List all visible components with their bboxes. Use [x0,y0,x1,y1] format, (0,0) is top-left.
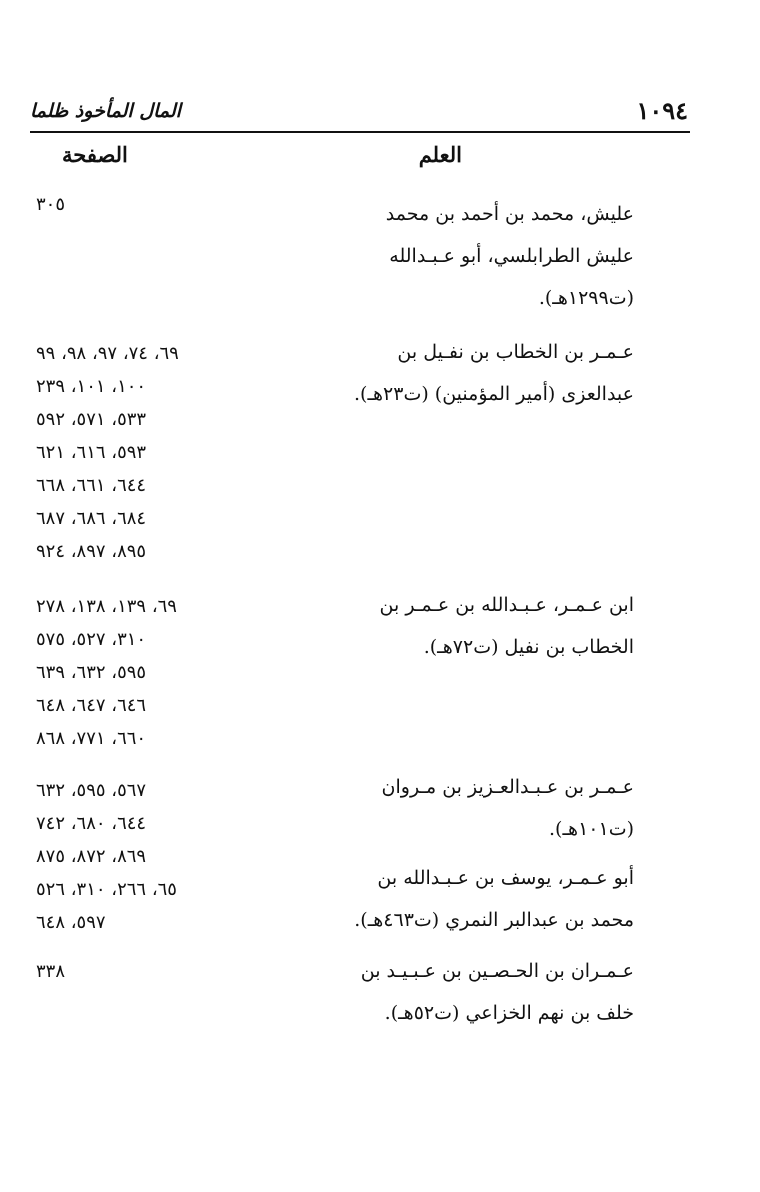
page-line: ٦٦٠، ٧٧١، ٨٦٨ [36,728,147,749]
entry-pages [36,337,216,568]
page-line: ٥٩٧، ٦٤٨ [36,912,106,933]
entry-name: عـمـران بن الحـصـين بن عـبـيـد بن خلف بن نهم الخزاعي (ت٥٢هـ). [360,960,634,1024]
page-line: ٦٩، ١٣٩، ١٣٨، ٢٧٨ [36,596,177,617]
page-line: ٣٣٨ [36,961,66,982]
entry-name: عـمـر بن عـبـدالعـزيز بن مـروان (ت١٠١هـ). [381,776,634,840]
page-line: ٦٥، ٢٦٦، ٣١٠، ٥٢٦ [36,879,177,900]
page-line: ٥٦٧، ٥٩٥، ٦٣٢ [36,780,147,801]
page-header [30,96,688,128]
entry-pages [36,774,216,939]
page-line: ٦٩، ٧٤، ٩٧، ٩٨، ٩٩ [36,343,179,364]
entry-name: عليش، محمد بن أحمد بن محمد عليش الطرابلسي، أبو عـبـدالله (ت١٢٩٩هـ). [385,203,634,309]
running-title: المال المأخوذ ظلما [30,100,181,122]
pages-column-heading: الصفحة [62,142,128,167]
page-line: ٨٦٩، ٨٧٢، ٨٧٥ [36,846,147,867]
entry-pages [36,188,216,221]
page-line: ٥٩٥، ٦٣٢، ٦٣٩ [36,662,147,683]
entry-name: عـمـر بن الخطاب بن نفـيل بن عبدالعزى (أمير المؤمنين) (ت٢٣هـ). [354,341,634,405]
page-line: ٦٨٤، ٦٨٦، ٦٨٧ [36,508,147,529]
page-line: ٨٩٥، ٨٩٧، ٩٢٤ [36,541,147,562]
entry-name: ابن عـمـر، عـبـدالله بن عـمـر بن الخطاب بن نفيل (ت٧٢هـ). [379,594,634,658]
page-line: ٣١٠، ٥٢٧، ٥٧٥ [36,629,147,650]
header-rule [30,131,690,133]
page-line: ٦٤٤، ٦٨٠، ٧٤٢ [36,813,147,834]
page-number: ١٠٩٤ [636,96,688,125]
name-column-heading: العلم [418,142,462,167]
entry-pages [36,590,216,755]
page-line: ٥٣٣، ٥٧١، ٥٩٢ [36,409,147,430]
page-line: ٥٩٣، ٦١٦، ٦٢١ [36,442,147,463]
page-line: ٦٤٦، ٦٤٧، ٦٤٨ [36,695,147,716]
entry-name: أبو عـمـر، يوسف بن عـبـدالله بن محمد بن عبدالبر النمري (ت٤٦٣هـ). [354,867,634,931]
page-line: ٦٤٤، ٦٦١، ٦٦٨ [36,475,147,496]
page-line: ٣٠٥ [36,194,66,215]
page-line: ١٠٠، ١٠١، ٢٣٩ [36,376,147,397]
entry-pages [36,955,216,988]
